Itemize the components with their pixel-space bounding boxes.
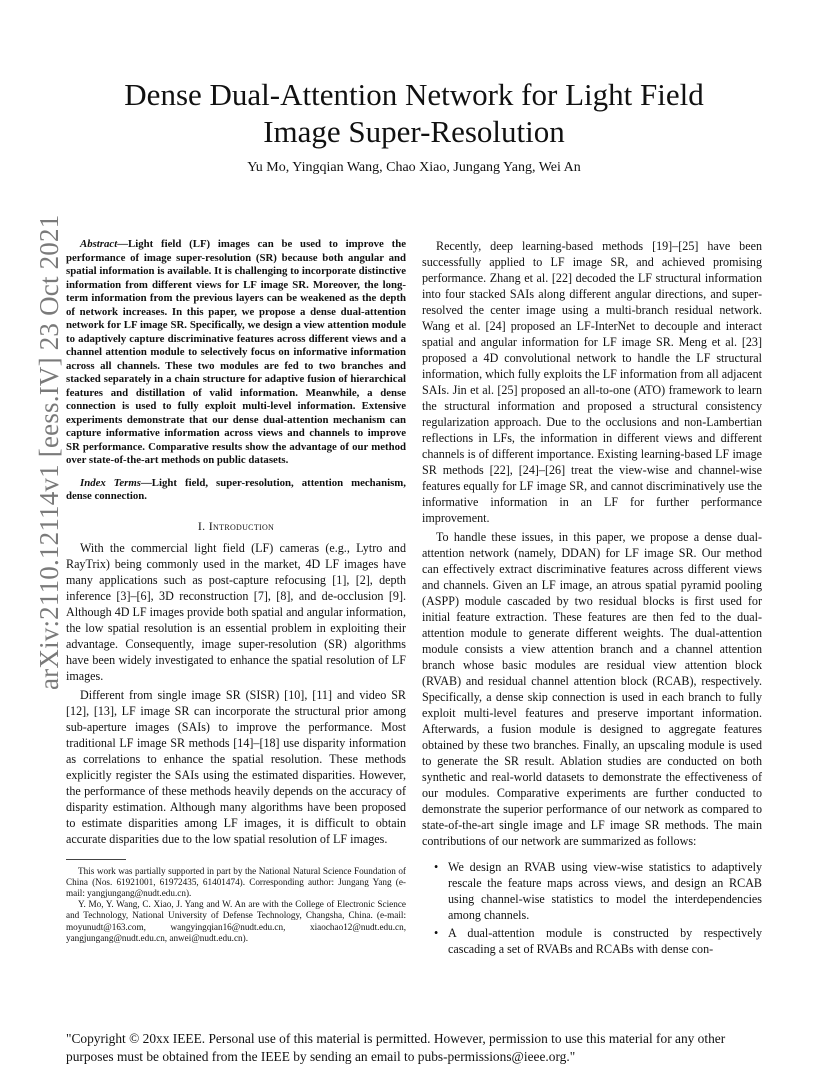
abstract	[66, 238, 406, 468]
index-terms	[66, 477, 406, 504]
title-line-1: Dense Dual-Attention Network for Light Field	[124, 77, 704, 112]
bullet-icon: •	[434, 926, 439, 940]
author-list: Yu Mo, Yingqian Wang, Chao Xiao, Jungang Yang, Wei An	[247, 160, 581, 175]
abstract-label: Abstract	[80, 238, 118, 250]
contributions-list	[422, 859, 762, 957]
index-terms-label: Index Terms	[80, 476, 141, 489]
right-column	[422, 238, 762, 959]
footnote-funding: This work was partially supported in part by the National Natural Science Foundation of China (Nos. 61921001, 61972435, 61401474). Corresponding author: Jungang Yang (e-mail: yangjungang@nudt.edu.cn).	[66, 865, 406, 898]
list-item	[422, 925, 762, 957]
list-item	[422, 859, 762, 923]
left-column	[66, 238, 406, 944]
footnote-affiliation: Y. Mo, Y. Wang, C. Xiao, J. Yang and W. An are with the College of Electronic Science and Technology, National University of Defense Technology, Changsha, China. (e-mail: moyunudt@163.com, wangyingqian16@nudt.edu.cn, xiaochao12@nudt.edu.cn, yangjungang@nudt.edu.cn, anwei@nudt.edu.cn).	[66, 899, 406, 943]
copyright-notice: "Copyright © 20xx IEEE. Personal use of this material is permitted. However, permission to use this material for any other purposes must be obtained from the IEEE by sending an email to pubs-permissions@ieee.org."	[66, 1031, 726, 1064]
body-paragraph-related-work: Recently, deep learning-based methods [19]–[25] have been successfully applied to LF image SR, and achieved promising performance. Zhang et al. [22] decoded the LF structural information into four stacked SAIs along different angular directions, and super-resolved the center image using a multi-branch residual network. Wang et al. [24] proposed an LF-InterNet to decouple and interact spatial and angular information for LF image SR. Meng et al. [23] proposed a 4D convolutional network to handle the LF structural information, which fully exploits the LF information from all adjacent SAIs. Jin et al. [25] proposed an all-to-one (ATO) framework to learn the structural information and proposed a structural consistency regularization approach. Due to the occlusions and non-Lambertian reflections in LFs, the information in different views and different channels is of different importance. Existing learning-based LF image SR methods [22], [24]–[26] treat the view-wise and channel-wise features equally for LF image SR, and cannot discriminatively use the informative information in an LF for further performance improvement.	[422, 239, 762, 525]
footnote-divider	[66, 859, 126, 860]
body-paragraph-proposed-method: To handle these issues, in this paper, we propose a dense dual-attention network (namely, DDAN) for LF image SR. Our method can effectively extract discriminative features across different views and channels. Given an LF image, an atrous spatial pyramid pooling (ASPP) module cascaded by two residual blocks is first used for initial feature extraction. These features are then fed to the dual-attention module to generate different weights. The dual-attention module consists a view attention branch and a channel attention branch whose basic modules are residual view attention block (RVAB) and residual channel attention block (RCAB), respectively. Specifically, a dense skip connection is used in each branch to fully exploit multi-level features and preserve important information. Afterwards, a fusion module is designed to aggregate features obtained by these two branches. Finally, an upscaling module is used to generate the SR result. Ablation studies are conducted on both synthetic and real-world datasets to demonstrate the effectiveness of our modules. Comparative experiments are further conducted to demonstrate the superior performance of our network as compared to state-of-the-art single image and LF image SR methods. The main contributions of our network are summarized as follows:	[422, 530, 762, 848]
section-heading-introduction: I. Introduction	[197, 518, 275, 533]
intro-paragraph-1: With the commercial light field (LF) cameras (e.g., Lytro and RayTrix) being commonly used in the market, 4D LF images have many applications such as post-capture refocusing [1], [2], depth inference [3]–[6], 3D reconstruction [7], [8], and de-occlusion [9]. Although 4D LF images provide both spatial and angular information, the low spatial resolution is an essential problem in exploiting their advantage. Consequently, image super-resolution (SR) algorithms have been widely investigated to enhance the spatial resolution of LF images.	[66, 540, 406, 683]
paper-title	[80, 76, 748, 150]
abstract-text: —Light field (LF) images can be used to improve the performance of image super-resolution (SR) because both angular and spatial information is available. It is challenging to incorporate distinctive information from different views for LF image SR. Moreover, the long-term information from the previous layers can be weakened as the depth of network increases. In this paper, we propose a dense dual-attention network for LF image SR. Specifically, we design a view attention module to adaptively capture discriminative features across different views and a channel attention module to selectively focus on informative information across all channels. These two modules are fed to two branches and stacked separately in a chain structure for adaptive fusion of hierarchical features and distillation of valid information. Meanwhile, a dense connection is used to fully exploit multi-level information. Extensive experiments demonstrate that our dense dual-attention mechanism can capture informative information across views and channels to improve SR performance. Comparative results show the advantage of our method over state-of-the-art methods on public datasets.	[66, 238, 406, 466]
arxiv-stamp	[16, 170, 64, 690]
list-item-text: We design an RVAB using view-wise statistics to adaptively rescale the feature maps across views, and design an RCAB using channel-wise statistics to model the interdependencies among channels.	[448, 860, 762, 922]
arxiv-identifier: arXiv:2110.12114v1 [eess.IV] 23 Oct 2021	[34, 214, 64, 690]
intro-paragraph-2: Different from single image SR (SISR) [10], [11] and video SR [12], [13], LF image SR can incorporate the structural prior among sub-aperture images (SAIs) to improve the performance. Most traditional LF image SR methods [14]–[18] use disparity information as correlations to enhance the spatial resolution. These methods explicitly register the SAIs using the estimated disparities. However, the performance of these methods heavily depends on the accuracy of disparity estimation. Although many algorithms have been proposed to estimate disparities among LF images, it is difficult to obtain accurate disparities due to the low spatial resolution of LF images.	[66, 687, 406, 846]
index-terms-text: —Light field, super-resolution, attention mechanism, dense connection.	[66, 476, 406, 502]
list-item-text: A dual-attention module is constructed by respectively cascading a set of RVABs and RCABs with dense con-	[448, 926, 762, 956]
title-line-2: Image Super-Resolution	[263, 114, 565, 149]
bullet-icon: •	[434, 860, 439, 874]
